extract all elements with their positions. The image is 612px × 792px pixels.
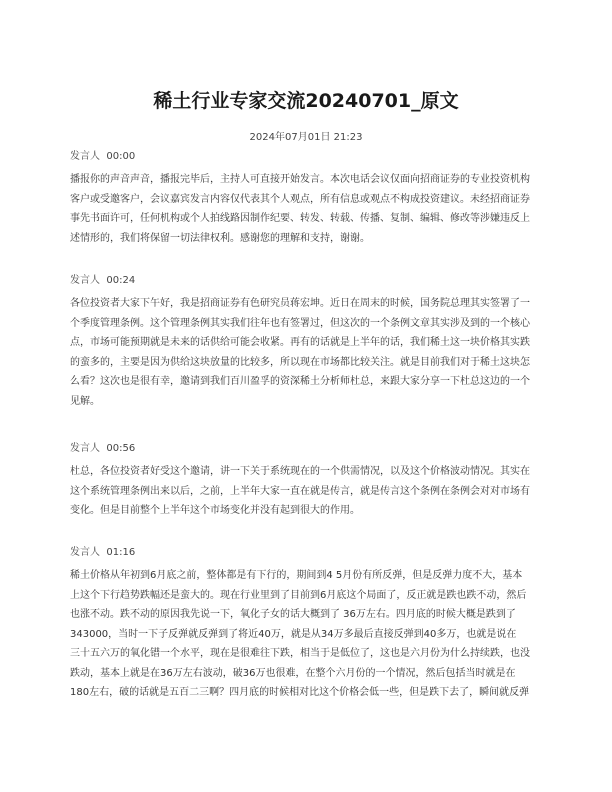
paragraph-line: 这个系统管理条例出来以后，之前，上半年大家一直在就是传言，就是传言这个条例在条例会对对市场有	[70, 485, 530, 497]
document-title: 稀土行业专家交流20240701_原文	[153, 90, 459, 112]
paragraph-line: 也涨不动。跌不动的原因我先说一下，氧化子女的话大概到了 36万左右。四月底的时候大概是跌到了	[70, 609, 516, 620]
speaker-label: 发言人	[70, 275, 100, 286]
paragraph-line: 各位投资者大家下午好，我是招商证券有色研究员蒋宏坤。近日在周末的时候，国务院总理其实签署了一	[70, 298, 530, 309]
paragraph-line: 三十五六万的氧化镨一个水平，现在是很难往下跌，相当于是低位了，这也是六月份为什么持续跌，也没	[70, 648, 530, 659]
paragraph-line: 稀土价格从年初到6月底之前，整体都是有下行的，期间到4 5月份有所反弹，但是反弹力度不大，基本	[70, 570, 523, 581]
timestamp: 00:00	[106, 151, 136, 162]
speaker-line	[70, 150, 546, 164]
speaker-line	[70, 442, 546, 456]
paragraph-line: 的蛮多的，主要是因为供给这块放量的比较多，所以现在市场都比较关注。就是目前我们对于稀土这块怎	[70, 356, 530, 368]
speaker-line	[70, 274, 546, 288]
speaker-label: 发言人	[70, 151, 100, 162]
transcript-section	[70, 274, 546, 411]
paragraph-line: 个季度管理条例。这个管理条例其实我们往年也有签署过，但这次的一个条例文章其实涉及到的一个核心	[70, 317, 530, 329]
paragraph-line: 跌动，基本上就是在36万左右波动，破36万也很难，在整个六月份的一个情况，然后包括当时就是在	[70, 667, 516, 679]
transcript-section	[70, 442, 546, 521]
paragraph-line: 客户或受邀客户，会议嘉宾发言内容仅代表其个人观点，所有信息或观点不构成投资建议。未经招商证券	[70, 193, 530, 205]
speaker-label: 发言人	[70, 547, 100, 558]
timestamp: 01:16	[106, 547, 136, 558]
paragraph-line: 变化。但是目前整个上半年这个市场变化并没有起到很大的作用。	[70, 505, 360, 516]
transcript-paragraph	[70, 170, 546, 248]
timestamp: 00:56	[106, 443, 136, 454]
transcript-paragraph	[70, 294, 546, 411]
paragraph-line: 见解。	[70, 395, 100, 407]
paragraph-line: 杜总，各位投资者好受这个邀请，讲一下关于系统现在的一个供需情况，以及这个价格波动情况。其实在	[70, 466, 530, 477]
paragraph-line: 述情形的，我们将保留一切法律权利。感谢您的理解和支持，谢谢。	[70, 232, 370, 244]
speaker-label: 发言人	[70, 443, 100, 454]
transcript-section	[70, 546, 546, 703]
transcript-section	[70, 150, 546, 248]
paragraph-line: 事先书面许可，任何机构或个人拍线路因制作纪要、转发、转载、传播、复制、编辑、修改等涉嫌违反上	[70, 213, 530, 224]
paragraph-line: 播报你的声音声音，播报完毕后，主持人可直接开始发言。本次电话会议仅面向招商证券的专业投资机构	[70, 174, 530, 185]
transcript-paragraph	[70, 566, 546, 703]
transcript-paragraph	[70, 462, 546, 521]
paragraph-line: 343000，当时一下子反弹就反弹到了将近40万，就是从34万多最后直接反弹到40多万，也就是说在	[70, 628, 517, 640]
paragraph-line: 上这个下行趋势跌幅还是蛮大的。现在行业里到了目前到6月底这个局面了，反正就是跌也跌不动，然后	[70, 589, 527, 601]
paragraph-line: 180左右，破的话就是五百二三啊？四月底的时候相对比这个价格会低一些，但是跌下去了，瞬间就反弹	[70, 687, 530, 698]
paragraph-line: 么看？这次也是很有幸，邀请到我们百川盈孚的资深稀土分析师杜总，来跟大家分享一下杜总这边的一个	[70, 376, 530, 387]
paragraph-line: 点，市场可能预期就是未来的话供给可能会收紧。再有的话就是上半年的话，我们稀土这一块价格其实跌	[70, 337, 530, 348]
timestamp: 00:24	[106, 275, 136, 286]
document-date: 2024年07月01日 21:23	[249, 132, 363, 143]
speaker-line	[70, 546, 546, 560]
